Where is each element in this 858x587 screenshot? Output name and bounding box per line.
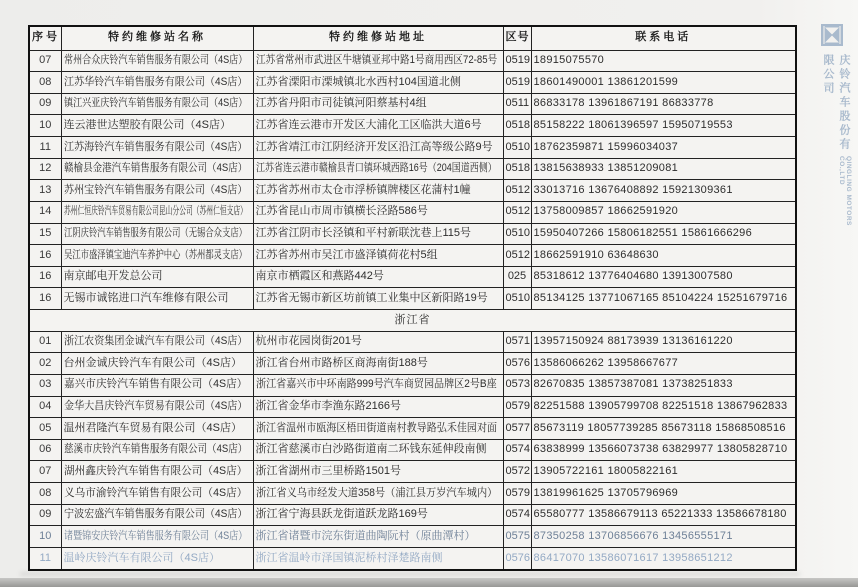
table-row [29,93,796,115]
col-header-address: 特约维修站地址 [253,26,503,50]
cell-index: 03 [29,374,61,396]
table-row [29,483,796,505]
table-row [29,72,796,94]
cell-station-address: 江苏省昆山市周市镇横长泾路586号 [253,201,503,223]
cell-index: 02 [29,353,61,375]
cell-area-code: 0577 [503,418,531,440]
cell-station-address: 杭州市花园岗街201号 [253,331,503,353]
cell-phones: 87350258 13706856676 13456555171 [531,526,796,548]
cell-area-code: 0512 [503,180,531,202]
cell-area-code: 0574 [503,504,531,526]
cell-station-name: 慈溪市庆铃汽车销售服务有限公司（4S店） [61,439,253,461]
cell-station-name: 义乌市渝铃汽车销售有限公司（4S店） [61,483,253,505]
cell-station-address: 浙江省诸暨市浣东街道曲陶阮村（原曲潭村） [253,526,503,548]
cell-station-address: 浙江省嘉兴市中环南路999号汽车商贸园品牌区2号B座 [253,374,503,396]
cell-station-name: 江苏华铃汽车销售服务有限公司（4S店） [61,72,253,94]
cell-area-code: 0576 [503,353,531,375]
col-header-index: 序号 [29,26,61,50]
table-row [29,115,796,137]
cell-station-name: 无锡市诚铭进口汽车维修有限公司 [61,288,253,310]
cell-area-code: 0512 [503,201,531,223]
cell-index: 04 [29,396,61,418]
cell-station-address: 浙江省湖州市三里桥路1501号 [253,461,503,483]
cell-station-name: 温州君隆汽车贸易有限公司（4S店） [61,418,253,440]
table-row [29,353,796,375]
cell-station-address: 江苏省江阴市长泾镇和平村新联沈巷上115号 [253,223,503,245]
cell-station-name: 镇江兴亚庆铃汽车销售服务有限公司（4S店） [61,93,253,115]
table-row [29,504,796,526]
cell-station-name: 浙江农资集团金诚汽车有限公司（4S店） [61,331,253,353]
cell-phones: 13815638933 13851209081 [531,158,796,180]
col-header-area-code: 区号 [503,26,531,50]
col-header-name: 特约维修站名称 [61,26,253,50]
table-row [29,201,796,223]
cell-area-code: 0511 [503,93,531,115]
cell-area-code: 0512 [503,245,531,267]
cell-phones: 18762359871 15996034037 [531,137,796,159]
col-header-phone: 联系电话 [531,26,796,50]
cell-phones: 82670835 13857387081 13738251833 [531,374,796,396]
cell-station-name: 江苏海铃汽车销售服务有限公司（4S店） [61,137,253,159]
cell-index: 06 [29,439,61,461]
cell-station-address: 江苏省无锡市新区坊前镇工业集中区新阳路19号 [253,288,503,310]
cell-index: 05 [29,418,61,440]
cell-area-code: 0519 [503,72,531,94]
cell-station-name: 南京邮电开发总公司 [61,266,253,288]
cell-phones: 18915075570 [531,50,796,72]
company-watermark [820,24,852,227]
table-row [29,526,796,548]
cell-area-code: 0576 [503,547,531,570]
cell-phones: 13819961625 13705796969 [531,483,796,505]
cell-phones: 85673119 18057739285 85673118 15868508516 [531,418,796,440]
cell-area-code: 0579 [503,396,531,418]
cell-station-name: 江阴庆铃汽车销售服务有限公司（无锡合众支店） [61,223,253,245]
cell-phones: 85318612 13776404680 13913007580 [531,266,796,288]
table-row [29,180,796,202]
table-row [29,288,796,310]
cell-area-code: 0510 [503,223,531,245]
cell-index: 12 [29,158,61,180]
cell-area-code: 0518 [503,115,531,137]
cell-station-address: 南京市栖霞区和燕路442号 [253,266,503,288]
cell-index: 08 [29,483,61,505]
cell-station-name: 苏州仁恒庆铃汽车贸易有限公司昆山分公司（苏州仁恒支店） [61,201,253,223]
cell-index: 08 [29,72,61,94]
cell-station-address: 江苏省连云港市开发区大浦化工区临洪大道6号 [253,115,503,137]
cell-station-name: 台州金诚庆铃汽车有限公司（4S店） [61,353,253,375]
cell-phones: 86833178 13961867191 86833778 [531,93,796,115]
qingling-logo-icon [821,24,843,46]
cell-phones: 65580777 13586679113 65221333 13586678180 [531,504,796,526]
cell-station-address: 江苏省苏州市太仓市浮桥镇牌楼区花蒲村1幢 [253,180,503,202]
cell-index: 13 [29,180,61,202]
page-bottom-edge [0,578,858,587]
table-row [29,158,796,180]
cell-station-address: 江苏省靖江市江阴经济开发区沿江高等级公路9号 [253,137,503,159]
cell-index: 15 [29,223,61,245]
cell-station-address: 浙江省义乌市经发大道358号（浦江县万岁汽车城内） [253,483,503,505]
cell-index: 10 [29,115,61,137]
cell-phones: 15950407266 15806182551 15861666296 [531,223,796,245]
cell-phones: 13905722161 18005822161 [531,461,796,483]
cell-phones: 18662591910 63648630 [531,245,796,267]
cell-phones: 82251588 13905799708 82251518 13867962833 [531,396,796,418]
table-row [29,50,796,72]
cell-station-name: 常州合众庆铃汽车销售服务有限公司（4S店） [61,50,253,72]
scan-shadow [20,572,800,576]
table-row [29,396,796,418]
company-name-en: QINGLING MOTORS CO.,LTD [838,156,852,227]
cell-index: 16 [29,266,61,288]
cell-index: 01 [29,331,61,353]
cell-station-address: 浙江省金华市李渔东路2166号 [253,396,503,418]
cell-index: 11 [29,547,61,570]
table-row [29,374,796,396]
cell-station-address: 浙江省温州市瓯海区梧田街道南村教导路弘禾佳园对面 [253,418,503,440]
table-row [29,461,796,483]
cell-phones: 85158222 18061396597 15950719553 [531,115,796,137]
cell-station-name: 宁波宏盛汽车销售服务有限公司（4S店） [61,504,253,526]
cell-phones: 86417070 13586071617 13958651212 [531,547,796,570]
table-header-row [29,26,796,50]
cell-station-address: 江苏省溧阳市溧城镇北水西村104国道北侧 [253,72,503,94]
cell-station-address: 浙江省慈溪市白沙路街道南二环钱东延伸段南侧 [253,439,503,461]
cell-station-name: 诸暨锦安庆铃汽车销售服务有限公司（4S店） [61,526,253,548]
cell-index: 16 [29,245,61,267]
cell-phones: 13957150924 88173939 13136161220 [531,331,796,353]
cell-area-code: 0518 [503,158,531,180]
cell-phones: 63838999 13566073738 63829977 13805828710 [531,439,796,461]
cell-phones: 85134125 13771067165 85104224 15251679716 [531,288,796,310]
cell-area-code: 025 [503,266,531,288]
cell-area-code: 0573 [503,374,531,396]
cell-area-code: 0571 [503,331,531,353]
company-name-cn: 庆铃汽车股份有限公司 [822,54,850,152]
cell-area-code: 0574 [503,439,531,461]
cell-area-code: 0510 [503,137,531,159]
cell-station-name: 吴江市盛泽镇宝迪汽车养护中心（苏州都灵支店） [61,245,253,267]
cell-station-name: 湖州鑫庆铃汽车销售有限公司（4S店） [61,461,253,483]
cell-station-name: 嘉兴市庆铃汽车销售有限公司（4S店） [61,374,253,396]
cell-area-code: 0575 [503,526,531,548]
stations-table [28,25,797,571]
cell-station-address: 江苏省常州市武进区牛塘镇亚邦中路1号商用西区72-85号 [253,50,503,72]
cell-station-name: 苏州宝铃汽车销售服务有限公司（4S店） [61,180,253,202]
table-row [29,245,796,267]
cell-phones: 13758009857 18662591920 [531,201,796,223]
company-name-vertical [820,54,852,229]
cell-index: 09 [29,504,61,526]
station-table-body [29,50,796,570]
cell-index: 07 [29,461,61,483]
table-row [29,331,796,353]
cell-station-name: 金华大昌庆铃汽车贸易有限公司（4S店） [61,396,253,418]
cell-phones: 13586066262 13958667677 [531,353,796,375]
cell-station-name: 赣榆县金港汽车销售服务有限公司（4S店） [61,158,253,180]
cell-station-address: 浙江省宁海县跃龙街道跃龙路169号 [253,504,503,526]
cell-phones: 33013716 13676408892 15921309361 [531,180,796,202]
cell-station-address: 浙江省温岭市泽国镇泥桥村泽楚路南侧 [253,547,503,570]
table-row [29,418,796,440]
cell-area-code: 0572 [503,461,531,483]
cell-station-address: 江苏省丹阳市司徒镇河阳蔡基村4组 [253,93,503,115]
cell-index: 10 [29,526,61,548]
table-row [29,547,796,570]
section-title: 浙江省 [29,310,796,332]
cell-area-code: 0519 [503,50,531,72]
cell-station-address: 浙江省台州市路桥区商海南街188号 [253,353,503,375]
cell-station-name: 温岭庆铃汽车有限公司（4S店） [61,547,253,570]
table-row [29,266,796,288]
cell-area-code: 0510 [503,288,531,310]
cell-area-code: 0579 [503,483,531,505]
cell-index: 09 [29,93,61,115]
table-row [29,223,796,245]
cell-index: 07 [29,50,61,72]
cell-phones: 18601490001 13861201599 [531,72,796,94]
cell-station-address: 江苏省连云港市赣榆县青口镇环城西路16号（204国道西侧） [253,158,503,180]
cell-station-address: 江苏省苏州市吴江市盛泽镇荷花村5组 [253,245,503,267]
cell-index: 11 [29,137,61,159]
cell-index: 14 [29,201,61,223]
section-row [29,310,796,332]
cell-index: 16 [29,288,61,310]
cell-station-name: 连云港世达塑胶有限公司（4S店） [61,115,253,137]
table-row [29,137,796,159]
table-row [29,439,796,461]
